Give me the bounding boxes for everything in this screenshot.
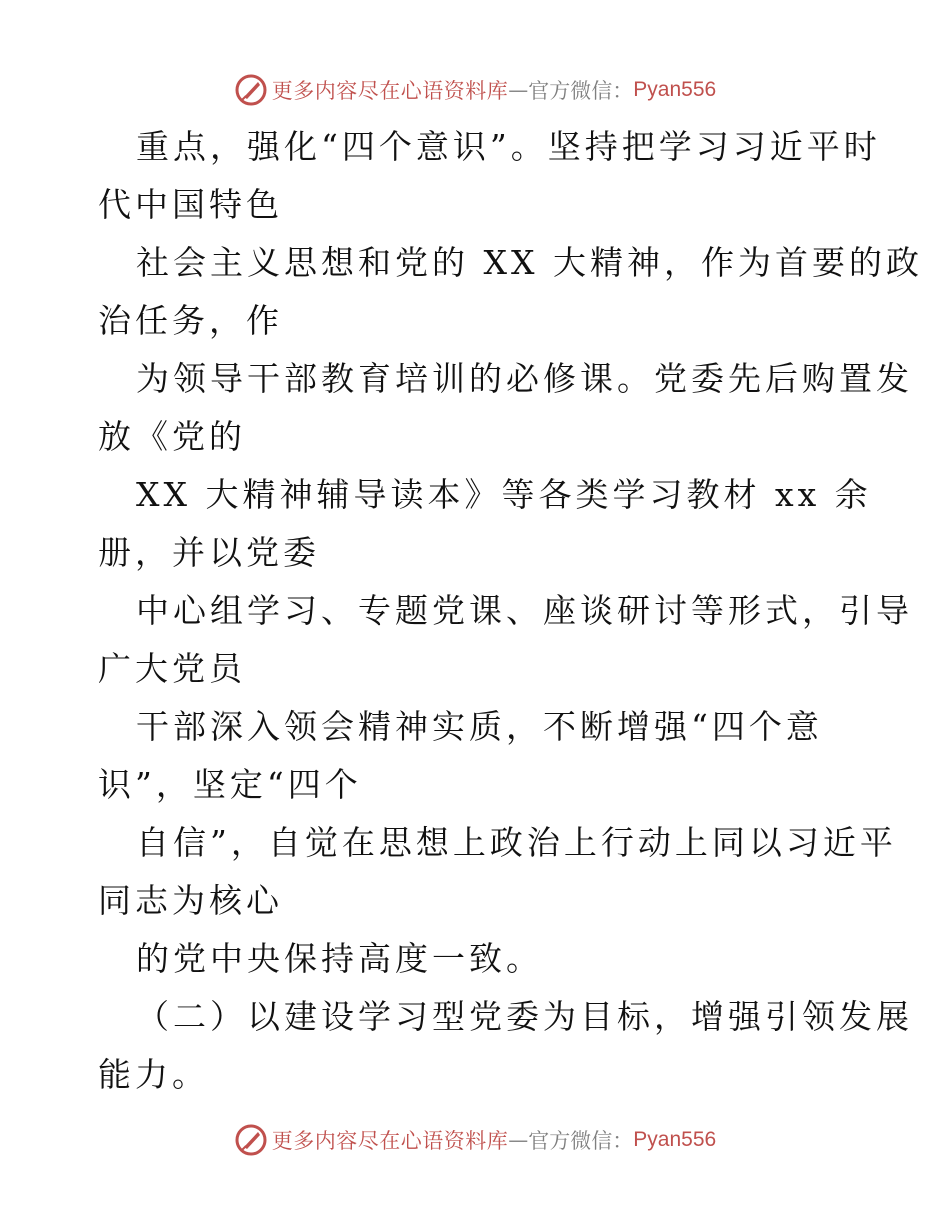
text-line: XX 大精神辅导读本》等各类学习教材 xx 余	[136, 475, 872, 514]
text-line: 广大党员	[98, 649, 246, 688]
banner-wechat-label: 官方微信：	[528, 79, 634, 103]
text-line: 为领导干部教育培训的必修课。党委先后购置发	[136, 359, 913, 398]
banner-separator: —	[508, 1128, 529, 1152]
text-line: 中心组学习、专题党课、座谈研讨等形式，引导	[136, 591, 913, 630]
text-line: 册，并以党委	[98, 533, 320, 572]
text-line: 能力。	[98, 1055, 209, 1094]
text-line: 治任务，作	[98, 301, 283, 340]
text-line: 自信”，自觉在思想上政治上行动上同以习近平	[136, 823, 897, 862]
banner-separator: —	[508, 78, 529, 102]
document-body	[98, 118, 923, 1104]
banner-wechat-id: Pyan556	[633, 78, 717, 101]
banner-wechat-label: 官方微信：	[528, 1129, 634, 1153]
text-line: 重点，强化“四个意识”。坚持把学习习近平时	[136, 127, 881, 166]
header-banner	[0, 70, 950, 110]
banner-title: 更多内容尽在心语资料库	[271, 1129, 509, 1153]
text-line: 识”，坚定“四个	[98, 765, 362, 804]
text-line: 社会主义思想和党的 XX 大精神，作为首要的政	[136, 243, 923, 282]
text-line: 的党中央保持高度一致。	[136, 939, 543, 978]
quill-pen-logo-icon	[234, 73, 268, 107]
text-line: 干部深入领会精神实质，不断增强“四个意	[136, 707, 823, 746]
text-line: 同志为核心	[98, 881, 283, 920]
banner-title: 更多内容尽在心语资料库	[271, 79, 509, 103]
footer-banner	[0, 1120, 950, 1160]
quill-pen-logo-icon	[234, 1123, 268, 1157]
section-heading: （二）以建设学习型党委为目标，增强引领发展	[136, 997, 913, 1036]
text-line: 放《党的	[98, 417, 246, 456]
banner-wechat-id: Pyan556	[633, 1128, 717, 1151]
text-line: 代中国特色	[98, 185, 283, 224]
